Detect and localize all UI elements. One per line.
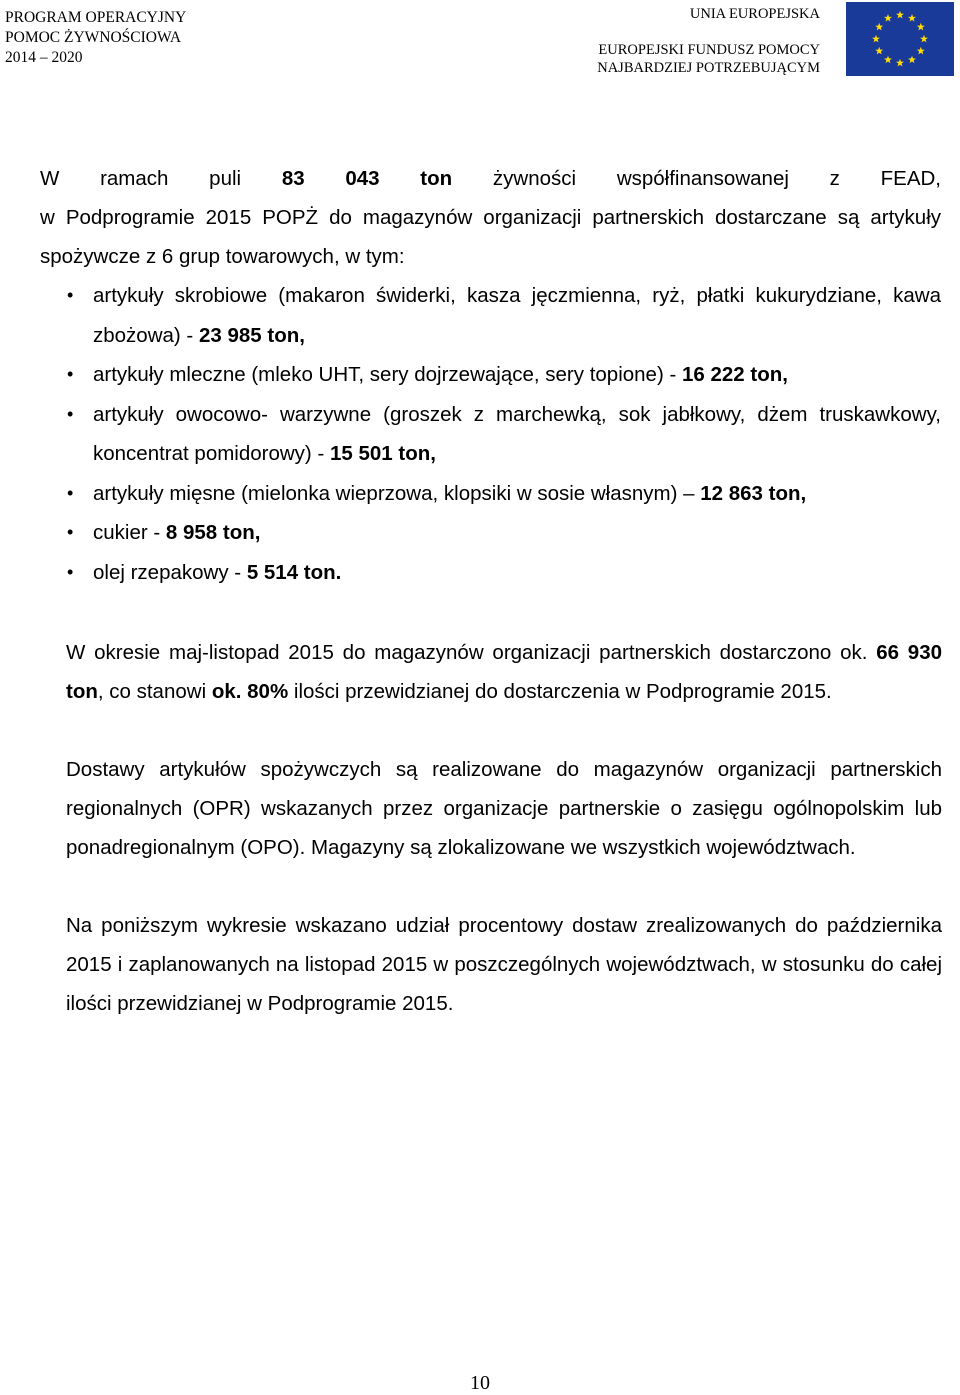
bullet-icon: • <box>67 561 74 582</box>
list-item-text: artykuły owocowo- warzywne (groszek z marchewką, sok jabłkowy, dżem truskawkowy, koncentrat pomidorowy) - <box>93 402 941 465</box>
list-item <box>40 474 941 514</box>
chart-intro-paragraph: Na poniższym wykresie wskazano udział procentowy dostaw zrealizowanych do października 2015 i zaplanowanych na listopad 2015 w poszczególnych województwach, w stosunku do całej ilości przewidzianej w Podprogramie 2015. <box>66 914 942 1015</box>
list-item <box>40 276 941 355</box>
list-item <box>40 513 941 553</box>
intro-paragraph <box>40 159 941 276</box>
bullet-icon: • <box>67 482 74 503</box>
delivery-summary-paragraph <box>66 633 942 711</box>
intro-text-b: żywności współfinansowanej z FEAD, <box>452 167 941 190</box>
list-item-amount: 23 985 ton, <box>198 323 305 347</box>
program-years: 2014 – 2020 <box>5 49 83 66</box>
list-item <box>40 355 941 395</box>
p2-delivered-tons: 66 930 ton <box>66 641 943 703</box>
fund-line1: EUROPEJSKI FUNDUSZ POMOCY <box>598 42 820 58</box>
program-header <box>5 8 186 68</box>
program-title-line1: PROGRAM OPERACYJNY <box>5 9 187 26</box>
list-item-text: artykuły skrobiowe (makaron świderki, kasza jęczmienna, ryż, płatki kukurydziane, kawa zbożowa) - <box>93 284 941 347</box>
p2-text-c: , co stanowi <box>97 680 212 703</box>
fund-line2: NAJBARDZIEJ POTRZEBUJĄCYM <box>597 60 820 76</box>
intro-text-a: W ramach puli <box>40 167 282 190</box>
list-item-amount: 8 958 ton, <box>165 521 261 544</box>
eu-header <box>597 5 820 77</box>
intro-tons: 83 043 ton <box>281 167 453 190</box>
product-groups-list <box>40 276 941 592</box>
list-item-amount: 16 222 ton, <box>682 363 788 386</box>
list-item-text: artykuły mleczne (mleko UHT, sery dojrzewające, sery topione) - <box>93 363 682 386</box>
p2-percent: ok. 80% <box>211 680 289 703</box>
page-number: 10 <box>470 1372 490 1394</box>
bullet-icon: • <box>67 522 74 542</box>
program-title-line2: POMOC ŻYWNOŚCIOWA <box>5 29 182 46</box>
list-item-amount: 12 863 ton, <box>700 481 807 505</box>
list-item <box>40 553 941 593</box>
intro-text-c: w Podprogramie 2015 POPŻ do magazynów organizacji partnerskich dostarczane są artykuły spożywcze z 6 grup towarowych, w tym: <box>40 206 941 268</box>
p2-text-d: ilości przewidzianej do dostarczenia w Podprogramie 2015. <box>288 680 832 703</box>
bullet-icon: • <box>67 403 74 424</box>
list-item-text: artykuły mięsne (mielonka wieprzowa, klopsiki w sosie własnym) – <box>93 481 701 505</box>
list-item-text: cukier - <box>93 521 166 544</box>
list-item-amount: 5 514 ton. <box>246 560 342 584</box>
eu-title: UNIA EUROPEJSKA <box>689 6 820 22</box>
list-item-amount: 15 501 ton, <box>329 442 436 465</box>
bullet-icon: • <box>67 285 74 305</box>
list-item-text: olej rzepakowy - <box>93 560 247 584</box>
bullet-icon: • <box>67 364 74 384</box>
list-item <box>40 395 941 474</box>
p2-text-a: W okresie maj-listopad 2015 do magazynów organizacji partnerskich dostarczono ok. <box>66 641 877 664</box>
warehouses-paragraph: Dostawy artykułów spożywczych są realizowane do magazynów organizacji partnerskich regionalnych (OPR) wskazanych przez organizacje partnerskie o zasięgu ogólnopolskim lub ponadregionalnym (OPO). Magazyny są zlokalizowane we wszystkich województwach. <box>66 758 942 859</box>
intro-first-line <box>40 159 941 198</box>
eu-flag-icon <box>846 2 954 76</box>
